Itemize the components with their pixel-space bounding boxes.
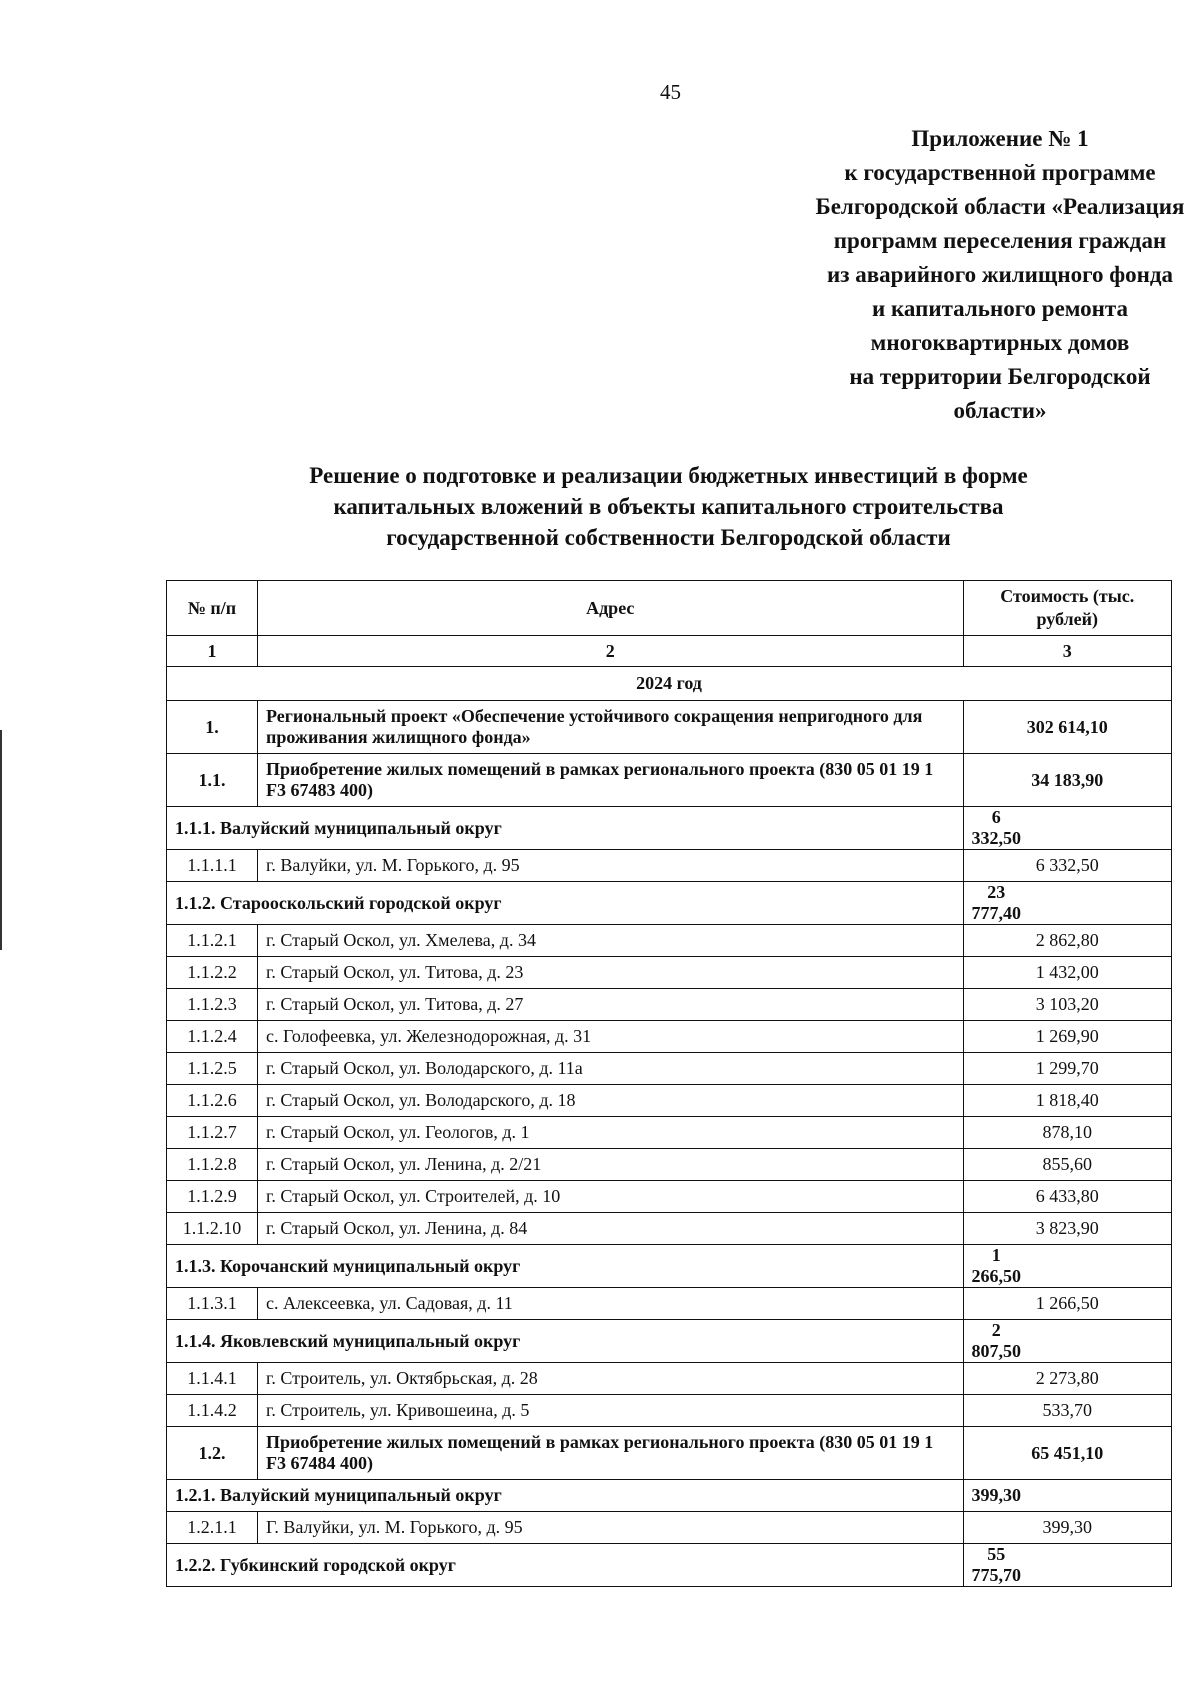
- appendix-line: из аварийного жилищного фонда: [826, 262, 1173, 287]
- row-number: 1.1.2.6: [167, 1085, 258, 1117]
- table-row: [167, 1213, 1172, 1245]
- row-number: 1.1.2.1: [167, 925, 258, 957]
- address: г. Старый Оскол, ул. Титова, д. 23: [258, 957, 964, 989]
- cost-value: 65 451,10: [963, 1427, 1172, 1480]
- address: с. Голофеевка, ул. Железнодорожная, д. 31: [258, 1021, 964, 1053]
- table-row: [167, 1149, 1172, 1181]
- project-row: [167, 701, 1172, 754]
- title-line: государственной собственности Белгородской области: [386, 525, 951, 550]
- column-number: 1: [167, 636, 258, 667]
- table-row: [167, 1181, 1172, 1213]
- column-number: 3: [963, 636, 1172, 667]
- table-row: [167, 1363, 1172, 1395]
- address: Г. Валуйки, ул. М. Горького, д. 95: [258, 1512, 964, 1544]
- district-row: [167, 1480, 1172, 1512]
- row-number: 1.1.2.2: [167, 957, 258, 989]
- cost-value: 3 103,20: [963, 989, 1172, 1021]
- document-title: [166, 460, 1171, 553]
- table-header-row: [167, 581, 1172, 636]
- row-number: 1.1.4.1: [167, 1363, 258, 1395]
- row-number: 1.1.1.1: [167, 850, 258, 882]
- district-name: 1.1.2. Старооскольский городской округ: [167, 882, 964, 925]
- address: г. Старый Оскол, ул. Володарского, д. 11а: [258, 1053, 964, 1085]
- cost-value: 1 266,50: [963, 1245, 1172, 1288]
- address: г. Старый Оскол, ул. Титова, д. 27: [258, 989, 964, 1021]
- cost-value: 55 775,70: [963, 1544, 1172, 1587]
- table-row: [167, 850, 1172, 882]
- address: г. Старый Оскол, ул. Володарского, д. 18: [258, 1085, 964, 1117]
- table-row: [167, 1117, 1172, 1149]
- appendix-line: программ переселения граждан: [833, 228, 1167, 253]
- row-number: 1.1.2.3: [167, 989, 258, 1021]
- title-line: Решение о подготовке и реализации бюджетных инвестиций в форме: [309, 463, 1028, 488]
- table-row: [167, 957, 1172, 989]
- cost-value: 6 332,50: [963, 807, 1172, 850]
- appendix-line: к государственной программе: [844, 160, 1156, 185]
- appendix-line: области»: [953, 398, 1047, 423]
- appendix-line: Приложение № 1: [911, 126, 1089, 151]
- cost-value: 6 332,50: [963, 850, 1172, 882]
- column-number-row: [167, 636, 1172, 667]
- cost-value: 302 614,10: [963, 701, 1172, 754]
- header-address: Адрес: [258, 581, 964, 636]
- appendix-line: на территории Белгородской: [849, 364, 1151, 389]
- row-number: 1.1.: [167, 754, 258, 807]
- cost-value: 23 777,40: [963, 882, 1172, 925]
- cost-value: 399,30: [963, 1512, 1172, 1544]
- district-name: 1.1.3. Корочанский муниципальный округ: [167, 1245, 964, 1288]
- cost-value: 533,70: [963, 1395, 1172, 1427]
- district-name: 1.1.4. Яковлевский муниципальный округ: [167, 1320, 964, 1363]
- row-number: 1.: [167, 701, 258, 754]
- address: г. Строитель, ул. Кривошеина, д. 5: [258, 1395, 964, 1427]
- page-number: 45: [660, 80, 681, 104]
- row-number: 1.1.2.9: [167, 1181, 258, 1213]
- address: г. Старый Оскол, ул. Геологов, д. 1: [258, 1117, 964, 1149]
- cost-value: 6 433,80: [963, 1181, 1172, 1213]
- address: г. Старый Оскол, ул. Ленина, д. 84: [258, 1213, 964, 1245]
- title-line: капитальных вложений в объекты капитального строительства: [333, 494, 1004, 519]
- investment-table: [166, 580, 1172, 1587]
- cost-value: 1 269,90: [963, 1021, 1172, 1053]
- table-row: [167, 1021, 1172, 1053]
- cost-value: 2 807,50: [963, 1320, 1172, 1363]
- table-row: [167, 1288, 1172, 1320]
- address: г. Старый Оскол, ул. Строителей, д. 10: [258, 1181, 964, 1213]
- address: г. Старый Оскол, ул. Ленина, д. 2/21: [258, 1149, 964, 1181]
- row-number: 1.1.2.7: [167, 1117, 258, 1149]
- district-row: [167, 1245, 1172, 1288]
- project-name: Региональный проект «Обеспечение устойчивого сокращения непригодного для проживания жилищного фонда»: [258, 701, 964, 754]
- column-number: 2: [258, 636, 964, 667]
- district-row: [167, 1544, 1172, 1587]
- address: г. Валуйки, ул. М. Горького, д. 95: [258, 850, 964, 882]
- scan-edge-mark: [0, 730, 2, 950]
- cost-value: 1 432,00: [963, 957, 1172, 989]
- project-name: Приобретение жилых помещений в рамках регионального проекта (830 05 01 19 1 F3 67484 400): [258, 1427, 964, 1480]
- year-label: 2024 год: [167, 667, 1172, 701]
- appendix-line: Белгородской области «Реализация: [815, 194, 1185, 219]
- district-name: 1.1.1. Валуйский муниципальный округ: [167, 807, 964, 850]
- cost-value: 34 183,90: [963, 754, 1172, 807]
- row-number: 1.1.3.1: [167, 1288, 258, 1320]
- district-name: 1.2.2. Губкинский городской округ: [167, 1544, 964, 1587]
- cost-value: 878,10: [963, 1117, 1172, 1149]
- appendix-line: и капитального ремонта: [871, 296, 1129, 321]
- project-row: [167, 754, 1172, 807]
- header-cost: Стоимость (тыс. рублей): [963, 581, 1172, 636]
- table-row: [167, 1395, 1172, 1427]
- cost-value: 2 273,80: [963, 1363, 1172, 1395]
- row-number: 1.1.2.8: [167, 1149, 258, 1181]
- row-number: 1.2.1.1: [167, 1512, 258, 1544]
- header-number: № п/п: [167, 581, 258, 636]
- project-row: [167, 1427, 1172, 1480]
- table-row: [167, 989, 1172, 1021]
- row-number: 1.2.: [167, 1427, 258, 1480]
- row-number: 1.1.2.10: [167, 1213, 258, 1245]
- year-row: [167, 667, 1172, 701]
- row-number: 1.1.2.4: [167, 1021, 258, 1053]
- district-row: [167, 882, 1172, 925]
- cost-value: 1 266,50: [963, 1288, 1172, 1320]
- row-number: 1.1.4.2: [167, 1395, 258, 1427]
- cost-value: 1 818,40: [963, 1085, 1172, 1117]
- table-row: [167, 1085, 1172, 1117]
- table-row: [167, 925, 1172, 957]
- table-row: [167, 1512, 1172, 1544]
- district-name: 1.2.1. Валуйский муниципальный округ: [167, 1480, 964, 1512]
- cost-value: 855,60: [963, 1149, 1172, 1181]
- appendix-line: многоквартирных домов: [870, 330, 1130, 355]
- address: с. Алексеевка, ул. Садовая, д. 11: [258, 1288, 964, 1320]
- address: г. Строитель, ул. Октябрьская, д. 28: [258, 1363, 964, 1395]
- cost-value: 1 299,70: [963, 1053, 1172, 1085]
- appendix-header: [700, 122, 1200, 428]
- row-number: 1.1.2.5: [167, 1053, 258, 1085]
- cost-value: 2 862,80: [963, 925, 1172, 957]
- district-row: [167, 1320, 1172, 1363]
- cost-value: 399,30: [963, 1480, 1172, 1512]
- district-row: [167, 807, 1172, 850]
- address: г. Старый Оскол, ул. Хмелева, д. 34: [258, 925, 964, 957]
- cost-value: 3 823,90: [963, 1213, 1172, 1245]
- project-name: Приобретение жилых помещений в рамках регионального проекта (830 05 01 19 1 F3 67483 400): [258, 754, 964, 807]
- table-row: [167, 1053, 1172, 1085]
